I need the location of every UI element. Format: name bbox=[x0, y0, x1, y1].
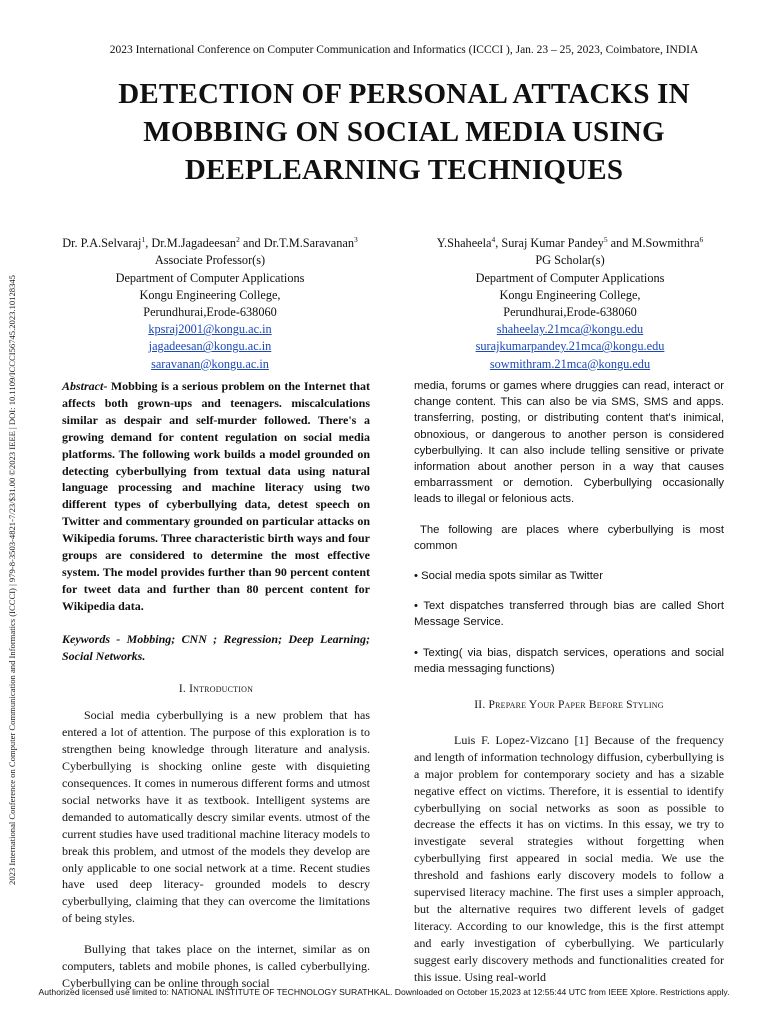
author-email-link[interactable]: sowmithram.21mca@kongu.edu bbox=[489, 356, 651, 371]
body-paragraph: media, forums or games where druggies can read, interact or change content. This can also be via SMS, SMS and apps. transferring, posting, or distributing content that's inimical, obnoxious, or dangerous to another person is considered cyberbullying. It can also include telling sensitive or private information about another person in a way that causes embarrassment or demotion. Cyberbullying occasionally leads to illegal or felonious acts. bbox=[414, 380, 724, 506]
author-name: Dr. P.A.Selvaraj bbox=[62, 236, 142, 251]
author-affil-mark: 2 bbox=[236, 235, 240, 244]
author-college: Kongu Engineering College, bbox=[139, 287, 281, 302]
left-column bbox=[62, 378, 370, 992]
author-name: and Dr.T.M.Saravanan bbox=[239, 236, 354, 251]
author-affil-mark: 1 bbox=[141, 235, 146, 244]
author-college: Kongu Engineering College, bbox=[499, 287, 641, 302]
conference-header: 2023 International Conference on Computer Communication and Informatics (ICCCI ), Jan. 23 – 25, 2023, Coimbatore, INDIA bbox=[109, 44, 699, 56]
right-column bbox=[414, 378, 724, 986]
body-paragraph: Bullying that takes place on the internet, similar as on computers, tablets and mobile phones, is called cyberbullying. Cyberbullying can be online through social bbox=[62, 942, 370, 990]
author-role: PG Scholar(s) bbox=[535, 253, 605, 268]
author-affil-mark: 4 bbox=[491, 235, 496, 244]
author-department: Department of Computer Applications bbox=[115, 270, 305, 285]
title-line: DEEPLEARNING TECHNIQUES bbox=[184, 154, 624, 186]
title-line: DETECTION OF PERSONAL ATTACKS IN bbox=[118, 78, 690, 110]
doi-side-note: 2023 International Conference on Computer Communication and Informatics (ICCCI) | 979-8-3503-4821-7/23/$31.00 ©2023 IEEE | DOI: 10.1109/ICCCI56745.2023.10128345 bbox=[7, 275, 17, 885]
author-affil-mark: 6 bbox=[699, 235, 704, 244]
author-place: Perundhurai,Erode-638060 bbox=[143, 304, 277, 319]
author-names bbox=[40, 231, 380, 252]
body-paragraph: The following are places where cyberbullying is most common bbox=[414, 523, 724, 552]
abstract bbox=[62, 378, 370, 615]
author-name: , Dr.M.Jagadeesan bbox=[145, 236, 237, 251]
list-item: • Social media spots similar as Twitter bbox=[414, 570, 603, 583]
author-email-link[interactable]: kpsraj2001@kongu.ac.in bbox=[148, 322, 272, 337]
author-affil-mark: 3 bbox=[354, 235, 358, 244]
author-email-link[interactable]: saravanan@kongu.ac.in bbox=[151, 356, 269, 371]
abstract-text: - Mobbing is a serious problem on the Internet that affects both grown-ups and teenagers. miscalculations similar as despair and self-murder followed. There's a growing demand for content regulation on social media platforms. The following work builds a model grounded on detecting cyberbullying from textual data using natural language processing and machine literacy using two different types of cyberbullying data, detest speech on Twitter and commentary grounded on particular attacks on Wikipedia forums. Three characteristic birth ways and four groups are considered to determine the most effective system. The model provides further than 90 percent content for tweet data and further than 80 percent content for Wikipedia data. bbox=[62, 379, 370, 613]
author-names bbox=[395, 231, 745, 252]
author-email-link[interactable]: jagadeesan@kongu.ac.in bbox=[148, 339, 272, 354]
body-paragraph: Social media cyberbullying is a new problem that has entered a lot of attention. The purpose of this exploration is to strengthen being knowledge through literature and analysis. Cyberbullying is shocking online geste with disquieting consequences. It comes in numerous different forms and utmost social networks have it as textbook. Intelligent systems are demanded to automatically descry similar events. utmost of the current studies have used traditional machine literacy models to break this problem, and utmost of the models they develop are only applicable to one social network at a time. Recent studies have used deep literacy- grounded models to descry cyberbullying, claiming that they can overcome the limitations of being styles. bbox=[62, 708, 370, 926]
paper-title bbox=[40, 75, 768, 189]
section-heading-prepare-paper: II. Prepare Your Paper Before Styling bbox=[474, 699, 664, 712]
author-affil-mark: 5 bbox=[603, 235, 608, 244]
author-block-right bbox=[395, 231, 745, 373]
title-line: MOBBING ON SOCIAL MEDIA USING bbox=[143, 116, 665, 148]
license-footer: Authorized licensed use limited to: NATIONAL INSTITUTE OF TECHNOLOGY SURATHKAL. Downloaded on October 15,2023 at 12:55:44 UTC from IEEE Xplore. Restrictions apply. bbox=[38, 987, 730, 997]
author-name: and M.Sowmithra bbox=[607, 236, 700, 251]
author-name: , Suraj Kumar Pandey bbox=[495, 236, 604, 251]
keywords: Keywords - Mobbing; CNN ; Regression; Deep Learning; Social Networks. bbox=[62, 631, 370, 663]
author-name: Y.Shaheela bbox=[436, 236, 492, 251]
body-paragraph: Luis F. Lopez-Vizcano [1] Because of the frequency and length of information technology diffusion, cyberbullying is a major problem for contemporary society and has a sizable negative effect on victims. Therefore, it is essential to identify cyberbullying on social networks as soon as possible to decrease the effects it has on victims. In this essay, we try to investigate several strategies without forgetting when cyberbullying first appeared in social media. We use the threshold and fashions early discovery models to follow a supervised literacy machine. The first uses a simpler approach, but the alternative requires two different levels of gadget literacy. According to our knowledge, this is the first attempt and early investigation of cyberbullying. We particularly suggest early discovery methods and functionalities created for this issue. Using real-world bbox=[414, 732, 724, 984]
author-block-left bbox=[40, 231, 380, 373]
list-item: • Text dispatches transferred through bias are called Short Message Service. bbox=[414, 600, 724, 629]
author-role: Associate Professor(s) bbox=[154, 253, 266, 268]
list-item: • Texting( via bias, dispatch services, operations and social media messaging functions) bbox=[414, 646, 724, 675]
section-heading-introduction: I. Introduction bbox=[178, 682, 254, 695]
author-email-link[interactable]: surajkumarpandey.21mca@kongu.edu bbox=[475, 339, 665, 354]
author-email-link[interactable]: shaheelay.21mca@kongu.edu bbox=[496, 322, 644, 337]
abstract-label: Abstract bbox=[62, 379, 104, 393]
author-department: Department of Computer Applications bbox=[475, 270, 665, 285]
author-place: Perundhurai,Erode-638060 bbox=[503, 304, 637, 319]
